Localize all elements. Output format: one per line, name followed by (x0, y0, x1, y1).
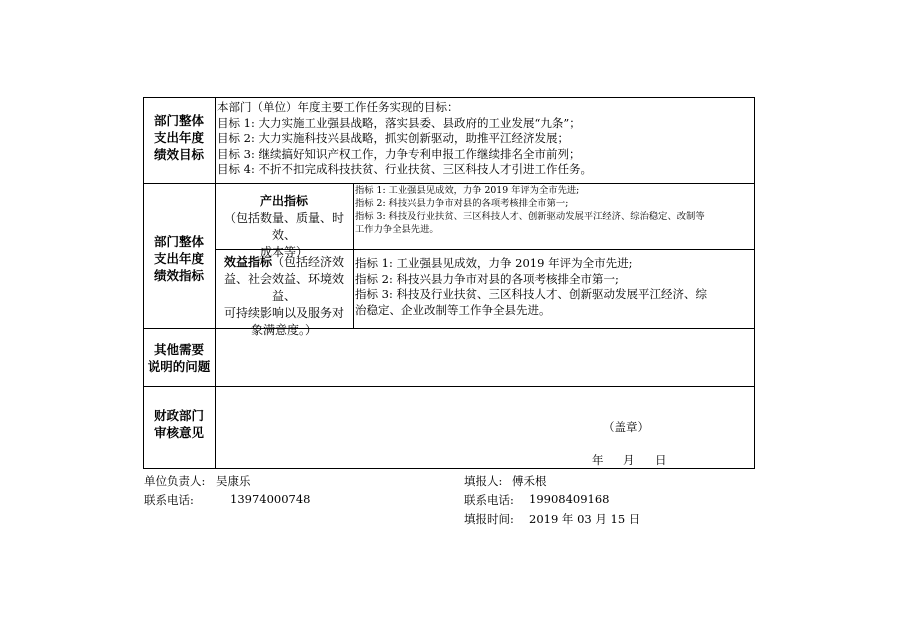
phone-number-left: 13974000748 (230, 492, 311, 506)
goal-label-line: 绩效目标 (153, 147, 204, 162)
table-border-top (143, 97, 755, 98)
other-notes-label-line: 说明的问题 (147, 359, 211, 374)
unit-head-name: 吴康乐 (216, 474, 251, 488)
phone-label-left: 联系电话: (144, 493, 194, 507)
other-notes-label (143, 341, 215, 375)
unit-head-label: 单位负责人: (144, 474, 206, 488)
benefit-indicator-title: 效益指标 (223, 255, 272, 269)
output-indicator-title: 产出指标 (259, 194, 308, 208)
goal-label-line: 支出年度 (153, 130, 204, 145)
goal-item: 目标 4: 不折不扣完成科技扶贫、行业扶贫、三区科技人才引进工作任务。 (217, 162, 592, 177)
review-date-day: 日 (655, 453, 667, 467)
finance-review-label (143, 407, 215, 441)
goal-intro: 本部门（单位）年度主要工作任务实现的目标： (217, 100, 459, 114)
fill-time-value: 2019 年 03 月 15 日 (529, 512, 641, 526)
benefit-indicator-desc: 益、社会效益、环境效益、 (223, 272, 344, 303)
finance-review-label-line: 财政部门 (153, 408, 204, 423)
table-border-right (754, 97, 755, 469)
fill-time-label: 填报时间: (464, 512, 514, 526)
filler-label: 填报人: (464, 474, 503, 488)
finance-review-label-line: 审核意见 (153, 425, 204, 440)
benefit-indicator-item: 指标 2: 科技兴县力争市对县的各项考核排全市第一; (355, 271, 619, 286)
goal-item: 目标 1: 大力实施工业强县战略，落实县委、县政府的工业发展“九条”； (217, 115, 581, 130)
goal-content (217, 100, 753, 178)
indicator-row-label (143, 233, 215, 284)
seal-placeholder: （盖章） (603, 420, 649, 434)
column-divider-indicator-type (353, 183, 354, 328)
output-indicator-item: 指标 3: 科技及行业扶贫、三区科技人才、创新驱动发展平江经济、综治稳定、改制等 (355, 211, 705, 222)
benefit-indicator-item: 指标 1: 工业强县见成效，力争 2019 年评为全市先进; (355, 256, 633, 270)
goal-item: 目标 2: 大力实施科技兴县战略，抓实创新驱动，助推平江经济发展； (217, 131, 569, 146)
output-indicator-content (355, 184, 753, 236)
output-indicator-item: 工作力争全县先进。 (355, 224, 439, 235)
benefit-indicator-content (355, 256, 753, 318)
output-indicator-desc: 成本等） (259, 245, 308, 259)
benefit-indicator-item: 治稳定、企业改制等工作争全县先进。 (355, 302, 551, 317)
phone-number-right: 19908409168 (529, 492, 610, 506)
benefit-indicator-label (215, 254, 353, 339)
row-divider-3 (143, 386, 755, 387)
goal-row-label (143, 112, 215, 163)
indicator-label-line: 绩效指标 (153, 268, 204, 283)
benefit-indicator-desc: （包括经济效 (272, 255, 345, 269)
benefit-indicator-desc: 可持续影响以及服务对 (223, 306, 344, 320)
phone-label-right: 联系电话: (464, 493, 514, 507)
benefit-indicator-desc: 象满意度。） (250, 323, 317, 337)
output-indicator-item: 指标 2: 科技兴县力争市对县的各项考核排全市第一; (355, 198, 569, 209)
output-indicator-desc: （包括数量、质量、时效、 (223, 211, 344, 242)
review-date-month: 月 (623, 453, 635, 467)
goal-label-line: 部门整体 (153, 113, 204, 128)
indicator-label-line: 部门整体 (153, 234, 204, 249)
output-indicator-label (215, 193, 353, 261)
other-notes-label-line: 其他需要 (153, 342, 204, 357)
goal-item: 目标 3: 继续搞好知识产权工作，力争专利申报工作继续排名全市前列； (217, 146, 581, 161)
filler-name: 傅禾根 (512, 474, 547, 488)
output-indicator-item: 指标 1: 工业强县见成效，力争 2019 年评为全市先进; (355, 185, 580, 196)
benefit-indicator-item: 指标 3: 科技及行业扶贫、三区科技人才、创新驱动发展平江经济、综 (355, 287, 707, 302)
indicator-label-line: 支出年度 (153, 251, 204, 266)
performance-table (143, 97, 755, 469)
review-date-year: 年 (592, 453, 604, 467)
